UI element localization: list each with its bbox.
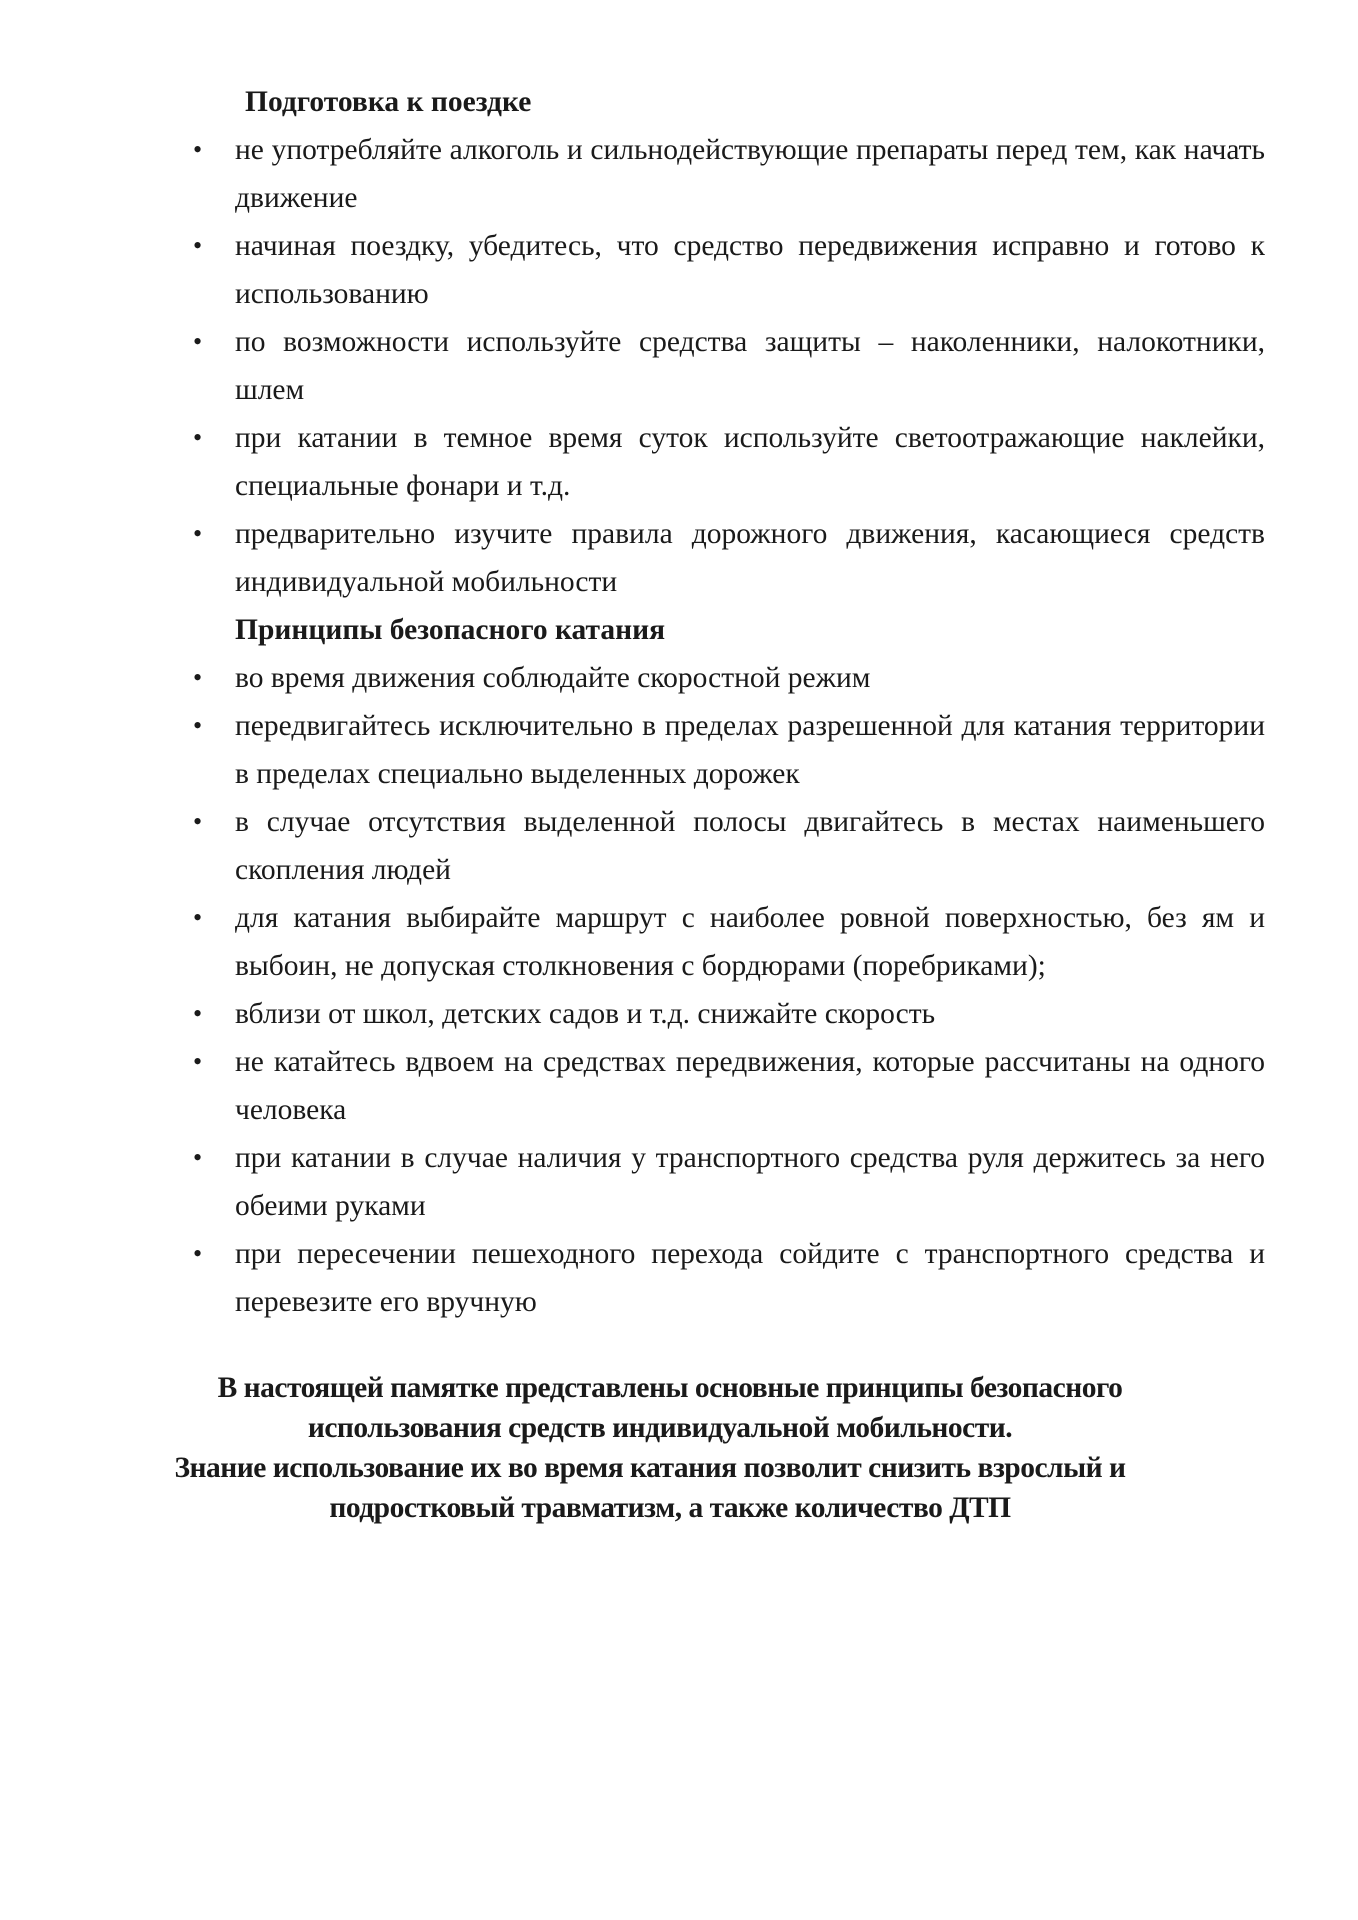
list-item: • при катании в темное время суток используйте светоотражающие наклейки, специальные фонари и т.д. <box>190 414 1265 510</box>
memo-content <box>190 78 1265 1326</box>
list-item: • не катайтесь вдвоем на средствах передвижения, которые рассчитаны на одного человека <box>190 1038 1265 1134</box>
safe-riding-list <box>190 654 1265 1326</box>
list-item: • при катании в случае наличия у транспортного средства руля держитесь за него обеими руками <box>190 1134 1265 1230</box>
list-item: • предварительно изучите правила дорожного движения, касающиеся средств индивидуальной мобильности <box>190 510 1265 606</box>
list-item: • при пересечении пешеходного перехода сойдите с транспортного средства и перевезите его вручную <box>190 1230 1265 1326</box>
list-item: • начиная поездку, убедитесь, что средство передвижения исправно и готово к использованию <box>190 222 1265 318</box>
summary-line: В настоящей памятке представлены основные принципы безопасного <box>217 1372 1123 1404</box>
list-item: • для катания выбирайте маршрут с наиболее ровной поверхностью, без ям и выбоин, не допуская столкновения с бордюрами (поребриками); <box>190 894 1265 990</box>
preparation-list <box>190 126 1265 606</box>
summary-line: Знание использование их во время катания позволит снизить взрослый и <box>174 1452 1126 1484</box>
section-title-preparation: Подготовка к поездке <box>245 86 532 118</box>
list-item: • по возможности используйте средства защиты – наколенники, налокотники, шлем <box>190 318 1265 414</box>
list-item: • не употребляйте алкоголь и сильнодействующие препараты перед тем, как начать движение <box>190 126 1265 222</box>
summary-line: использования средств индивидуальной мобильности. <box>307 1412 1013 1444</box>
list-item: • вблизи от школ, детских садов и т.д. снижайте скорость <box>190 990 1265 1038</box>
list-item: • в случае отсутствия выделенной полосы двигайтесь в местах наименьшего скопления людей <box>190 798 1265 894</box>
list-item: • во время движения соблюдайте скоростной режим <box>190 654 1265 702</box>
list-item: • передвигайтесь исключительно в пределах разрешенной для катания территории в пределах специально выделенных дорожек <box>190 702 1265 798</box>
section-title-safe-riding: Принципы безопасного катания <box>235 614 666 646</box>
summary-line: подростковый травматизм, а также количество ДТП <box>329 1492 1011 1524</box>
summary-block <box>60 1368 1240 1528</box>
